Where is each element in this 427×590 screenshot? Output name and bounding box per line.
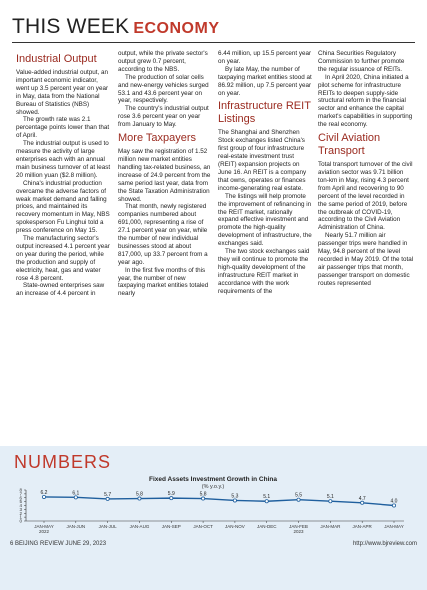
chart-title: Fixed Assets Investment Growth in China xyxy=(149,476,277,483)
y-tick-label: 3 xyxy=(19,506,22,512)
data-label: 4.0 xyxy=(390,498,398,505)
civil-aviation-heading: Civil Aviation Transport xyxy=(318,132,381,158)
x-tick-label: JAN-MAR xyxy=(320,524,341,529)
y-tick-label: 4 xyxy=(19,503,22,509)
body-paragraph: The two stock exchanges said they will continue to promote the high-quality development of the infrastructure REIT market in accordance with the work requirements of the xyxy=(218,248,310,295)
body-paragraph: 6.44 million, up 15.5 percent year on year. xyxy=(218,50,312,65)
x-tick-label: JAN-DEC xyxy=(256,524,277,529)
data-label: 5.8 xyxy=(199,491,207,498)
header-rule xyxy=(12,42,415,43)
industrial-output-heading: Industrial Output xyxy=(16,53,97,65)
article-column-3 xyxy=(218,50,314,422)
body-paragraph: May saw the registration of 1.52 million new market entities handling tax-related business, an increase of 24.9 percent from the same period last year, data from the State Taxation Administration showed. xyxy=(118,148,211,203)
data-label: 6.1 xyxy=(72,490,80,497)
series-line xyxy=(44,497,394,506)
body-paragraph: In the first five months of this year, the number of new taxpaying market entities totaled nearly xyxy=(118,266,209,298)
page-header xyxy=(12,10,415,46)
body-paragraph: By late May, the number of taxpaying market entities stood at 86.92 million, up 7.5 percent year on year. xyxy=(218,65,312,97)
x-tick-label: JAN-MAY xyxy=(384,524,404,529)
y-tick-label: 1 xyxy=(19,514,22,520)
body-paragraph: The country's industrial output rose 3.6 percent year on year from January to May. xyxy=(118,105,209,129)
body-paragraph: Nearly 51.7 million air passenger trips were handled in May, 94.8 percent of the level recorded in May 2019. Of the total air passenger trips that month, passenger transport on domestic routes represented xyxy=(318,232,414,287)
industrial-output-body-cont xyxy=(118,50,214,129)
more-taxpayers-heading: More Taxpayers xyxy=(118,132,197,145)
article-column-4 xyxy=(318,50,414,422)
fixed-assets-chart xyxy=(0,477,427,539)
data-label: 5.1 xyxy=(326,494,334,501)
x-tick-label: JAN-SEP xyxy=(161,524,181,529)
body-paragraph: State-owned enterprises saw an increase of 4.4 percent in xyxy=(16,282,105,298)
y-tick-label: 6 xyxy=(19,495,22,501)
x-tick-label: JAN-OCT xyxy=(193,524,213,529)
reit-listings-heading: Infrastructure REIT Listings xyxy=(218,100,311,126)
body-paragraph: The growth rate was 2.1 percentage points lower than that of April. xyxy=(16,116,110,140)
y-tick-label: 5 xyxy=(19,499,22,505)
fixed-assets-chart-svg xyxy=(0,475,427,537)
data-label: 4.7 xyxy=(358,495,366,502)
body-paragraph: Value-added industrial output, an important economic indicator, went up 3.5 percent year on year in May, data from the National Bureau of Statistics (NBS) showed. xyxy=(16,69,109,116)
y-tick-label: 0 xyxy=(19,518,22,524)
body-paragraph: That month, newly registered companies numbered about 691,000, representing a rise of 27.1 percent year on year, while the number of new individual businesses stood at about 817,000, up 33.7 percent from a year ago. xyxy=(118,203,208,266)
x-tick-label: JAN-APR xyxy=(352,524,372,529)
body-paragraph: In April 2020, China initiated a pilot scheme for infrastructure REITs to deepen supply-side structural reform in the financial sector and enhance the capital market's capabilities in supporting the real economy. xyxy=(318,73,413,129)
body-paragraph: The industrial output is used to measure the activity of large enterprises each with an annual main business turnover of at least 20 million yuan ($2.8 million). xyxy=(16,140,111,179)
x-tick-label: JAN-NOV xyxy=(225,524,245,529)
data-label: 5.3 xyxy=(231,493,239,500)
more-taxpayers-body xyxy=(118,148,214,298)
article-column-1 xyxy=(16,50,112,422)
this-week-label: THIS WEEK xyxy=(12,15,130,38)
body-paragraph: The production of solar cells and new-energy vehicles surged 53.1 and 43.6 percent year on year, respectively. xyxy=(118,73,209,105)
reit-listings-body-cont xyxy=(318,50,414,129)
data-label: 6.2 xyxy=(40,489,48,496)
x-tick-label: JAN-JUN xyxy=(66,524,86,529)
x-tick-label: JAN-JUL xyxy=(98,524,117,529)
data-label: 5.5 xyxy=(295,492,303,499)
footer-website-link[interactable]: http://www.bjreview.com xyxy=(352,541,417,547)
body-paragraph: The Shanghai and Shenzhen Stock exchanges listed China's first group of four infrastructure real-estate investment trust (REIT) expansion projects on June 16. An REIT is a company that owns, operates or finances income-generating real estate. xyxy=(218,129,307,192)
reit-listings-body xyxy=(218,129,314,295)
y-tick-label: 8 xyxy=(19,487,22,493)
footer-issue-info: 6 BEIJING REVIEW JUNE 29, 2023 xyxy=(10,541,107,547)
page-footer xyxy=(10,540,417,552)
data-label: 5.1 xyxy=(263,494,271,501)
body-paragraph: China's industrial production overcame the adverse factors of weak market demand and falling prices, and maintained its recovery momentum in May, NBS spokesperson Fu Linghui told a press conference on May 15. xyxy=(16,179,110,235)
more-taxpayers-body-cont xyxy=(218,50,314,97)
civil-aviation-body xyxy=(318,161,414,288)
x-tick-label: 2022 xyxy=(38,529,50,534)
body-paragraph: output, while the private sector's output grew 0.7 percent, according to the NBS. xyxy=(118,50,208,73)
body-paragraph: Total transport turnover of the civil aviation sector was 9.71 billion ton-km in May, rising 4.3 percent from April and recovering to 90 percent of the level recorded in the same period of 2019, before the outbreak of COVID-19, according to the Civil Aviation Administration of China. xyxy=(318,161,413,232)
chart-subtitle: (% y.o.y.) xyxy=(201,484,225,490)
section-title xyxy=(12,16,219,40)
x-tick-label: JAN-FEB xyxy=(289,524,308,529)
body-paragraph: The manufacturing sector's output increased 4.1 percent year on year during the period, while the production and supply of electricity, heat, gas and water rose 4.8 percent. xyxy=(16,235,110,282)
data-label: 5.8 xyxy=(135,491,143,498)
y-tick-label: 2 xyxy=(19,510,22,516)
data-label: 5.9 xyxy=(167,491,175,498)
x-tick-label: 2023 xyxy=(293,529,304,534)
data-label: 5.7 xyxy=(104,491,112,498)
y-tick-label: 7 xyxy=(19,491,22,497)
body-paragraph: The listings will help promote the improvement of refinancing in the REIT market, rationally expand effective investment and promote the high-quality development of infrastructure, the exchanges said. xyxy=(218,192,312,248)
industrial-output-body xyxy=(16,69,112,298)
numbers-heading: NUMBERS xyxy=(14,452,112,472)
economy-label: ECONOMY xyxy=(133,20,220,37)
body-paragraph: China Securities Regulatory Commission to further promote the regular issuance of REITs. xyxy=(318,50,405,73)
x-tick-label: JAN-MAY xyxy=(34,524,54,529)
article-column-2 xyxy=(118,50,214,422)
x-tick-label: JAN-AUG xyxy=(129,524,150,529)
